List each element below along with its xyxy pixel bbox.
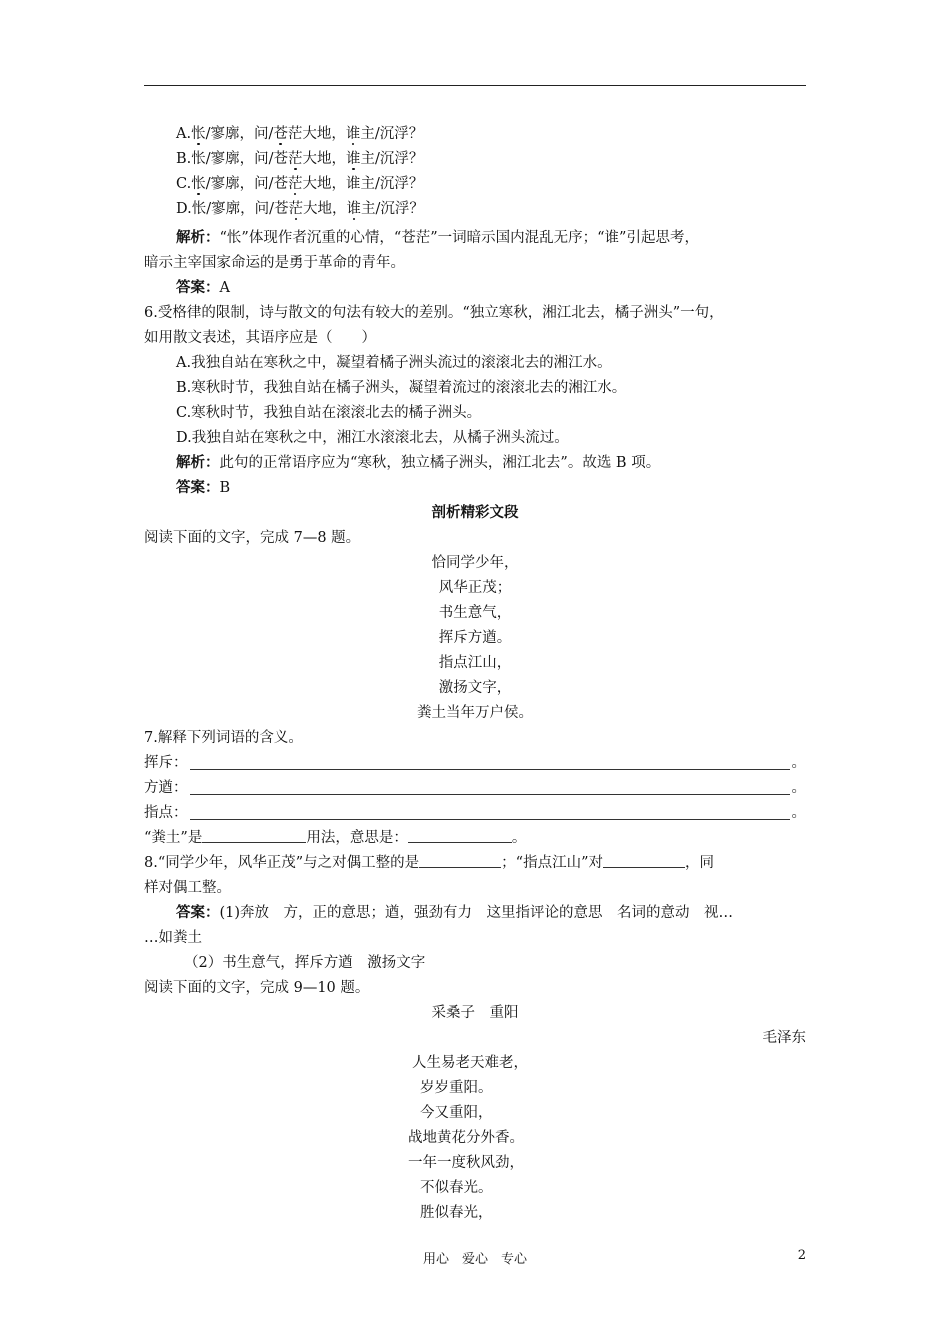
poem2-title: 采桑子 重阳 xyxy=(431,1005,519,1021)
poem1-line: 书生意气， xyxy=(438,605,512,621)
answer-blank[interactable] xyxy=(190,755,790,770)
q7-8-answer: 答案：(1)奔放 方，正的意思；遒，强劲有力 这里指评论的意思 名词的意动 视… xyxy=(176,904,734,921)
answer-blank[interactable] xyxy=(190,780,790,795)
q6-option-a: A.我独自站在寒秋之中，凝望着橘子洲头流过的滚滚北去的湘江水。 xyxy=(176,355,612,371)
poem1-line: 激扬文字， xyxy=(438,680,512,696)
section-title: 剖析精彩文段 xyxy=(431,504,519,521)
q7-stem: 7.解释下列词语的含义。 xyxy=(144,730,303,746)
q7-item-huichi: 挥斥： 。 xyxy=(144,755,806,771)
q6-answer: 答案：B xyxy=(176,479,231,496)
q5-option-a: A.怅/寥廓，问/苍茫大地，谁主/沉浮？ xyxy=(176,126,424,142)
q7-item-fangqiu: 方遒： 。 xyxy=(144,780,806,796)
page-number: 2 xyxy=(797,1248,806,1263)
poem1-line: 恰同学少年， xyxy=(431,555,519,571)
poem2-line: 岁岁重阳。 xyxy=(420,1080,493,1096)
q7-item-zhidian: 指点： 。 xyxy=(144,805,806,821)
poem2-line: 胜似春光， xyxy=(420,1205,493,1221)
poem1-line: 风华正茂； xyxy=(438,580,512,596)
q5-analysis: 解析：“怅”体现作者沉重的心情，“苍茫”一词暗示国内混乱无序；“谁”引起思考， xyxy=(176,229,699,246)
q8-stem-cont: 样对偶工整。 xyxy=(144,880,231,896)
q8-stem: 8.“同学少年，风华正茂”与之对偶工整的是 ；“指点江山”对 ，同 xyxy=(144,855,714,871)
q6-option-d: D.我独自站在寒秋之中，湘江水滚滚北去，从橘子洲头流过。 xyxy=(176,430,569,446)
q5-option-d: D.怅/寥廓，问/苍茫大地，谁主/沉浮？ xyxy=(176,201,424,217)
q6-option-b: B.寒秋时节，我独自站在橘子洲头，凝望着流过的滚滚北去的湘江水。 xyxy=(176,380,627,396)
poem1-line: 指点江山， xyxy=(438,655,512,671)
page-footer: 用心 爱心 专心 xyxy=(422,1252,527,1267)
answer-blank[interactable] xyxy=(408,828,512,843)
answer-blank[interactable] xyxy=(190,805,790,820)
q7-8-answer-part2: （2）书生意气，挥斥方遒 激扬文字 xyxy=(184,955,426,971)
poem2-author: 毛泽东 xyxy=(762,1030,806,1046)
q7-item-fentu: “粪土”是 用法，意思是： 。 xyxy=(144,830,527,846)
poem2-line: 战地黄花分外香。 xyxy=(408,1130,524,1146)
q6-stem: 6.受格律的限制，诗与散文的句法有较大的差别。“独立寒秋，湘江北去，橘子洲头”一句， xyxy=(144,305,724,321)
answer-blank[interactable] xyxy=(202,828,306,843)
q5-answer: 答案：A xyxy=(176,279,230,296)
q7-8-answer-cont: …如粪土 xyxy=(144,930,202,946)
poem2-line: 一年一度秋风劲， xyxy=(408,1155,524,1171)
q5-option-c: C.怅/寥廓，问/苍茫大地，谁主/沉浮？ xyxy=(176,176,424,192)
reading-instruction-2: 阅读下面的文字，完成 9—10 题。 xyxy=(144,980,370,996)
poem2-line: 人生易老天难老， xyxy=(412,1055,528,1071)
q6-analysis: 解析：此句的正常语序应为“寒秋，独立橘子洲头，湘江北去”。故选 B 项。 xyxy=(176,454,661,471)
q6-option-c: C.寒秋时节，我独自站在滚滚北去的橘子洲头。 xyxy=(176,405,482,421)
answer-blank[interactable] xyxy=(603,853,685,868)
reading-instruction-1: 阅读下面的文字，完成 7—8 题。 xyxy=(144,530,361,546)
answer-blank[interactable] xyxy=(419,853,501,868)
header-rule xyxy=(144,85,806,86)
poem2-line: 不似春光。 xyxy=(420,1180,493,1196)
q5-analysis-cont: 暗示主宰国家命运的是勇于革命的青年。 xyxy=(144,255,405,271)
q6-stem-cont: 如用散文表述，其语序应是（ ） xyxy=(144,330,376,346)
poem2-line: 今又重阳， xyxy=(420,1105,493,1121)
poem1-line: 粪土当年万户侯。 xyxy=(417,705,533,721)
q5-option-b: B.怅/寥廓，问/苍茫大地，谁主/沉浮？ xyxy=(176,151,424,167)
poem1-line: 挥斥方遒。 xyxy=(438,630,512,646)
